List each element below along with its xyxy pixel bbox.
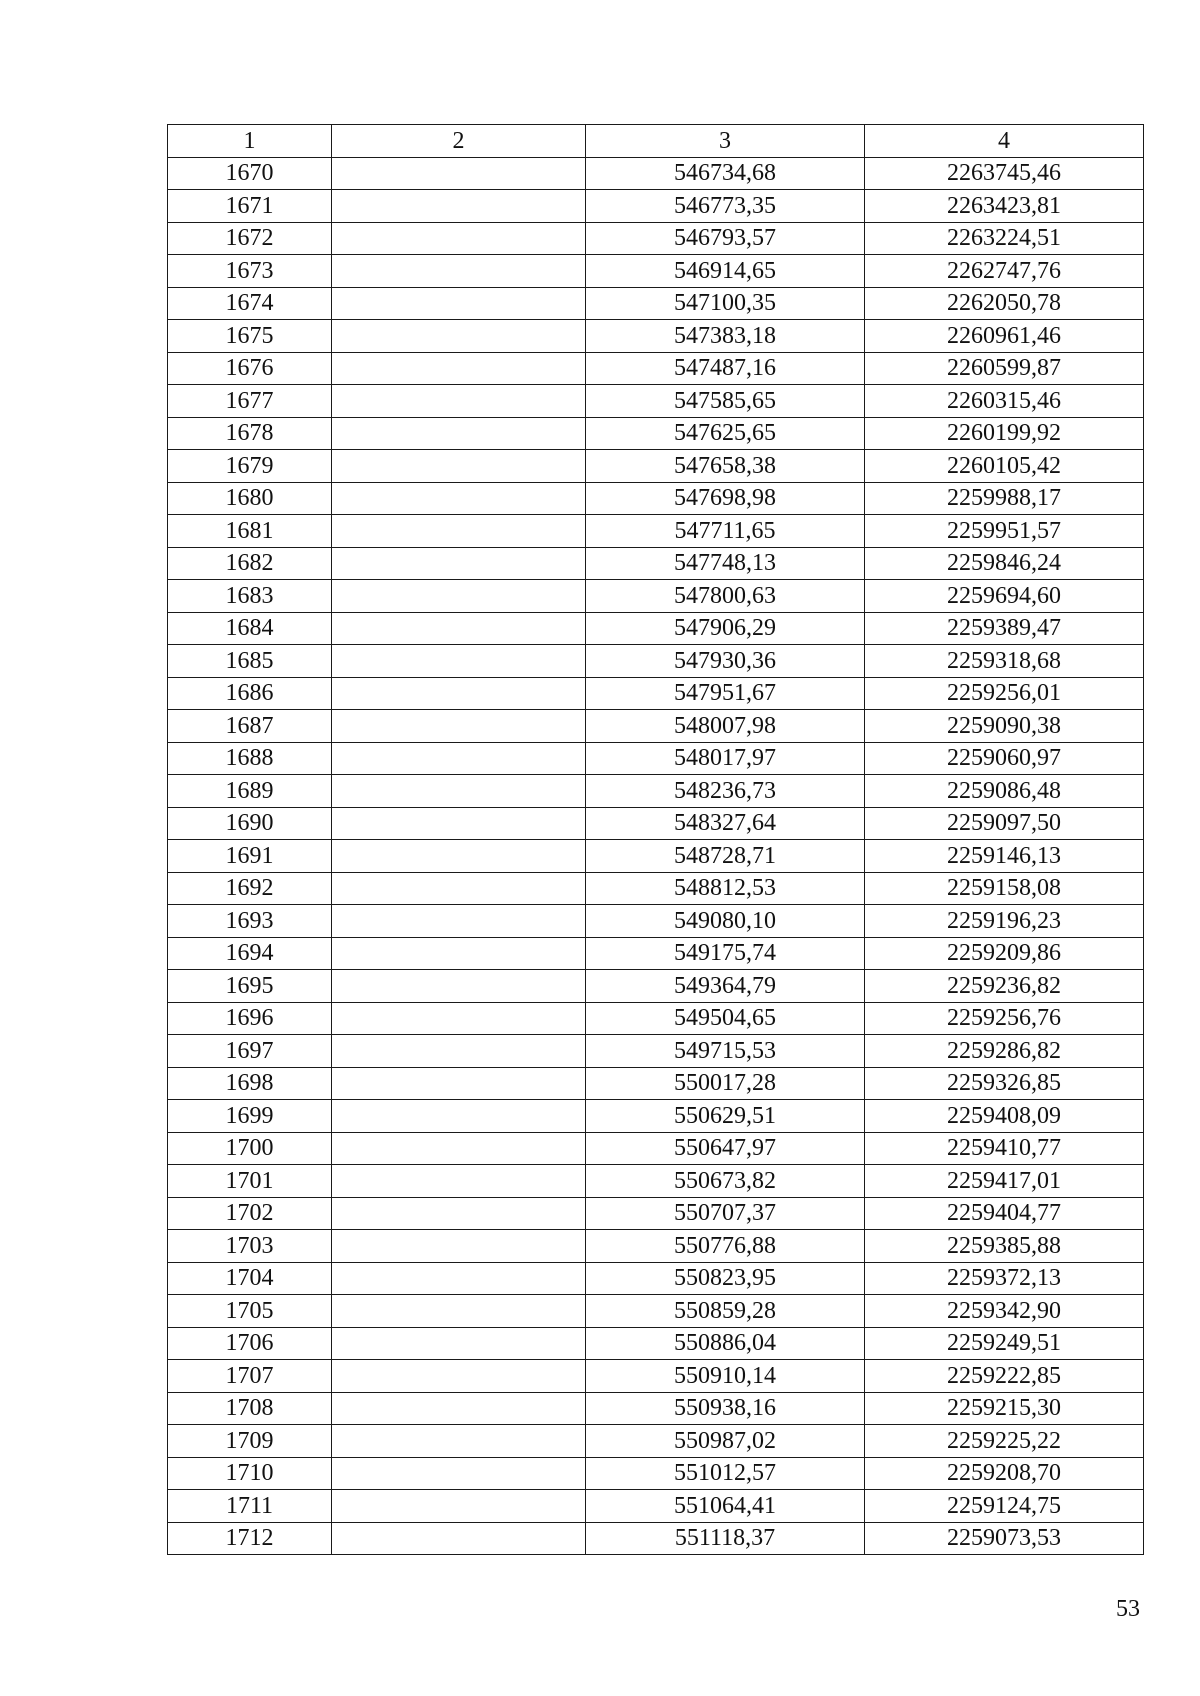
table-cell-col-4: 2262747,76 <box>865 255 1144 288</box>
table-cell-col-3: 550776,88 <box>586 1230 865 1263</box>
column-header-1: 1 <box>168 125 332 158</box>
table-cell-col-3: 551118,37 <box>586 1522 865 1555</box>
table-row <box>168 1490 1144 1523</box>
table-cell-col-2 <box>332 1132 586 1165</box>
table-cell-col-4: 2259404,77 <box>865 1197 1144 1230</box>
table-cell-col-2 <box>332 352 586 385</box>
table-cell-col-3: 548728,71 <box>586 840 865 873</box>
table-row <box>168 710 1144 743</box>
table-cell-col-4: 2259215,30 <box>865 1392 1144 1425</box>
table-cell-col-4: 2259988,17 <box>865 482 1144 515</box>
table-cell-col-1: 1705 <box>168 1295 332 1328</box>
table-row <box>168 742 1144 775</box>
table-cell-col-4: 2259410,77 <box>865 1132 1144 1165</box>
table-row <box>168 807 1144 840</box>
table-cell-col-1: 1678 <box>168 417 332 450</box>
table-cell-col-3: 550629,51 <box>586 1100 865 1133</box>
table-cell-col-3: 547951,67 <box>586 677 865 710</box>
table-cell-col-1: 1671 <box>168 190 332 223</box>
table-cell-col-2 <box>332 580 586 613</box>
table-cell-col-4: 2259124,75 <box>865 1490 1144 1523</box>
table-cell-col-3: 549364,79 <box>586 970 865 1003</box>
table-cell-col-2 <box>332 710 586 743</box>
table-row <box>168 1522 1144 1555</box>
table-cell-col-1: 1677 <box>168 385 332 418</box>
table-cell-col-1: 1694 <box>168 937 332 970</box>
table-cell-col-4: 2259372,13 <box>865 1262 1144 1295</box>
table-cell-col-3: 546773,35 <box>586 190 865 223</box>
table-cell-col-3: 547748,13 <box>586 547 865 580</box>
table-cell-col-1: 1693 <box>168 905 332 938</box>
table-cell-col-4: 2259196,23 <box>865 905 1144 938</box>
table-row <box>168 840 1144 873</box>
table-cell-col-2 <box>332 320 586 353</box>
table-cell-col-1: 1702 <box>168 1197 332 1230</box>
table-cell-col-3: 550707,37 <box>586 1197 865 1230</box>
table-row <box>168 320 1144 353</box>
table-cell-col-4: 2259326,85 <box>865 1067 1144 1100</box>
table-cell-col-3: 548812,53 <box>586 872 865 905</box>
table-cell-col-3: 548017,97 <box>586 742 865 775</box>
table-cell-col-1: 1711 <box>168 1490 332 1523</box>
table-cell-col-1: 1672 <box>168 222 332 255</box>
table-cell-col-4: 2259249,51 <box>865 1327 1144 1360</box>
table-cell-col-3: 550987,02 <box>586 1425 865 1458</box>
table-cell-col-3: 547800,63 <box>586 580 865 613</box>
table-cell-col-1: 1691 <box>168 840 332 873</box>
table-cell-col-3: 551064,41 <box>586 1490 865 1523</box>
table-cell-col-1: 1674 <box>168 287 332 320</box>
table-cell-col-3: 547930,36 <box>586 645 865 678</box>
table-row <box>168 385 1144 418</box>
table-cell-col-4: 2260315,46 <box>865 385 1144 418</box>
table-cell-col-1: 1679 <box>168 450 332 483</box>
table-row <box>168 1035 1144 1068</box>
table-cell-col-4: 2263423,81 <box>865 190 1144 223</box>
table-cell-col-1: 1680 <box>168 482 332 515</box>
table-cell-col-4: 2259146,13 <box>865 840 1144 873</box>
table-cell-col-1: 1692 <box>168 872 332 905</box>
table-cell-col-3: 551012,57 <box>586 1457 865 1490</box>
table-cell-col-4: 2259158,08 <box>865 872 1144 905</box>
table-cell-col-3: 550673,82 <box>586 1165 865 1198</box>
table-cell-col-1: 1708 <box>168 1392 332 1425</box>
coordinates-table <box>167 124 1144 1555</box>
table-cell-col-3: 547585,65 <box>586 385 865 418</box>
table-row <box>168 417 1144 450</box>
table-cell-col-1: 1685 <box>168 645 332 678</box>
table-cell-col-1: 1700 <box>168 1132 332 1165</box>
table-row <box>168 450 1144 483</box>
table-row <box>168 905 1144 938</box>
table-row <box>168 580 1144 613</box>
table-cell-col-1: 1684 <box>168 612 332 645</box>
table-row <box>168 547 1144 580</box>
table-cell-col-2 <box>332 937 586 970</box>
table-row <box>168 1132 1144 1165</box>
table-cell-col-1: 1687 <box>168 710 332 743</box>
table-row <box>168 1002 1144 1035</box>
table-row <box>168 1262 1144 1295</box>
table-cell-col-4: 2259951,57 <box>865 515 1144 548</box>
table-cell-col-3: 550886,04 <box>586 1327 865 1360</box>
table-cell-col-3: 547100,35 <box>586 287 865 320</box>
table-cell-col-3: 550910,14 <box>586 1360 865 1393</box>
table-row <box>168 1425 1144 1458</box>
table-cell-col-4: 2260105,42 <box>865 450 1144 483</box>
table-row <box>168 515 1144 548</box>
table-cell-col-2 <box>332 450 586 483</box>
table-cell-col-1: 1683 <box>168 580 332 613</box>
table-cell-col-3: 548327,64 <box>586 807 865 840</box>
table-cell-col-3: 547625,65 <box>586 417 865 450</box>
table-cell-col-2 <box>332 255 586 288</box>
table-cell-col-3: 547906,29 <box>586 612 865 645</box>
table-cell-col-1: 1704 <box>168 1262 332 1295</box>
table-cell-col-2 <box>332 157 586 190</box>
table-cell-col-2 <box>332 547 586 580</box>
table-cell-col-2 <box>332 1002 586 1035</box>
table-cell-col-4: 2259086,48 <box>865 775 1144 808</box>
table-cell-col-1: 1707 <box>168 1360 332 1393</box>
table-header-row <box>168 125 1144 158</box>
table-cell-col-2 <box>332 385 586 418</box>
table-cell-col-3: 549715,53 <box>586 1035 865 1068</box>
table-cell-col-4: 2259097,50 <box>865 807 1144 840</box>
table-cell-col-2 <box>332 190 586 223</box>
table-cell-col-1: 1696 <box>168 1002 332 1035</box>
table-cell-col-4: 2259208,70 <box>865 1457 1144 1490</box>
table-cell-col-2 <box>332 482 586 515</box>
table-cell-col-2 <box>332 970 586 1003</box>
table-cell-col-2 <box>332 1522 586 1555</box>
table-cell-col-3: 550017,28 <box>586 1067 865 1100</box>
table-cell-col-4: 2259256,76 <box>865 1002 1144 1035</box>
table-row <box>168 612 1144 645</box>
table-cell-col-3: 548007,98 <box>586 710 865 743</box>
table-cell-col-1: 1681 <box>168 515 332 548</box>
table-cell-col-3: 547383,18 <box>586 320 865 353</box>
table-cell-col-4: 2259408,09 <box>865 1100 1144 1133</box>
table-cell-col-2 <box>332 905 586 938</box>
table-row <box>168 222 1144 255</box>
table-cell-col-4: 2259073,53 <box>865 1522 1144 1555</box>
table-row <box>168 287 1144 320</box>
table-cell-col-2 <box>332 677 586 710</box>
table-cell-col-1: 1710 <box>168 1457 332 1490</box>
table-cell-col-1: 1695 <box>168 970 332 1003</box>
table-row <box>168 255 1144 288</box>
table-cell-col-3: 549504,65 <box>586 1002 865 1035</box>
table-row <box>168 157 1144 190</box>
table-cell-col-2 <box>332 1457 586 1490</box>
table-cell-col-4: 2259389,47 <box>865 612 1144 645</box>
table-cell-col-4: 2263745,46 <box>865 157 1144 190</box>
table-cell-col-4: 2259694,60 <box>865 580 1144 613</box>
column-header-2: 2 <box>332 125 586 158</box>
table-cell-col-4: 2263224,51 <box>865 222 1144 255</box>
table-cell-col-4: 2260199,92 <box>865 417 1144 450</box>
table-cell-col-1: 1706 <box>168 1327 332 1360</box>
table-cell-col-2 <box>332 1295 586 1328</box>
table-cell-col-2 <box>332 1392 586 1425</box>
table-cell-col-3: 550938,16 <box>586 1392 865 1425</box>
table-cell-col-4: 2259256,01 <box>865 677 1144 710</box>
table-cell-col-3: 547711,65 <box>586 515 865 548</box>
table-cell-col-2 <box>332 1100 586 1133</box>
table-cell-col-2 <box>332 1035 586 1068</box>
table-row <box>168 1067 1144 1100</box>
table-row <box>168 1230 1144 1263</box>
table-cell-col-1: 1675 <box>168 320 332 353</box>
table-cell-col-2 <box>332 807 586 840</box>
table-cell-col-4: 2259318,68 <box>865 645 1144 678</box>
table-row <box>168 482 1144 515</box>
table-cell-col-1: 1712 <box>168 1522 332 1555</box>
table-body <box>168 157 1144 1555</box>
table-cell-col-2 <box>332 1360 586 1393</box>
table-cell-col-4: 2259090,38 <box>865 710 1144 743</box>
table-cell-col-2 <box>332 222 586 255</box>
table-cell-col-2 <box>332 417 586 450</box>
table-cell-col-1: 1688 <box>168 742 332 775</box>
table-cell-col-3: 547698,98 <box>586 482 865 515</box>
table-cell-col-2 <box>332 1490 586 1523</box>
table-cell-col-3: 550823,95 <box>586 1262 865 1295</box>
table-cell-col-1: 1689 <box>168 775 332 808</box>
table-row <box>168 190 1144 223</box>
table-cell-col-1: 1686 <box>168 677 332 710</box>
table-cell-col-3: 547487,16 <box>586 352 865 385</box>
table-cell-col-1: 1690 <box>168 807 332 840</box>
table-cell-col-4: 2259385,88 <box>865 1230 1144 1263</box>
table-cell-col-1: 1682 <box>168 547 332 580</box>
table-cell-col-4: 2260599,87 <box>865 352 1144 385</box>
table-row <box>168 1197 1144 1230</box>
table-cell-col-4: 2259342,90 <box>865 1295 1144 1328</box>
table-row <box>168 352 1144 385</box>
table-cell-col-1: 1673 <box>168 255 332 288</box>
table-cell-col-3: 546914,65 <box>586 255 865 288</box>
table-cell-col-2 <box>332 1425 586 1458</box>
table-row <box>168 775 1144 808</box>
table-cell-col-2 <box>332 1067 586 1100</box>
table-cell-col-4: 2259846,24 <box>865 547 1144 580</box>
table-cell-col-1: 1703 <box>168 1230 332 1263</box>
table-row <box>168 937 1144 970</box>
page-number: 53 <box>1116 1596 1140 1622</box>
column-header-4: 4 <box>865 125 1144 158</box>
table-cell-col-2 <box>332 840 586 873</box>
table-cell-col-2 <box>332 1197 586 1230</box>
table-cell-col-4: 2259060,97 <box>865 742 1144 775</box>
table-cell-col-2 <box>332 872 586 905</box>
table-cell-col-3: 547658,38 <box>586 450 865 483</box>
table-row <box>168 1457 1144 1490</box>
table-row <box>168 1327 1144 1360</box>
table-row <box>168 1165 1144 1198</box>
table-cell-col-2 <box>332 1230 586 1263</box>
table-cell-col-2 <box>332 775 586 808</box>
table-cell-col-4: 2259417,01 <box>865 1165 1144 1198</box>
table-cell-col-2 <box>332 287 586 320</box>
table-cell-col-1: 1701 <box>168 1165 332 1198</box>
column-header-3: 3 <box>586 125 865 158</box>
table-cell-col-3: 549175,74 <box>586 937 865 970</box>
table-cell-col-1: 1697 <box>168 1035 332 1068</box>
table-cell-col-4: 2259286,82 <box>865 1035 1144 1068</box>
table-cell-col-3: 546734,68 <box>586 157 865 190</box>
table-cell-col-3: 550859,28 <box>586 1295 865 1328</box>
table-cell-col-2 <box>332 1262 586 1295</box>
table-row <box>168 677 1144 710</box>
table-cell-col-4: 2259225,22 <box>865 1425 1144 1458</box>
table-cell-col-3: 546793,57 <box>586 222 865 255</box>
table-cell-col-2 <box>332 612 586 645</box>
table-cell-col-4: 2260961,46 <box>865 320 1144 353</box>
table-cell-col-2 <box>332 515 586 548</box>
table-cell-col-2 <box>332 1327 586 1360</box>
table-row <box>168 1295 1144 1328</box>
table-cell-col-4: 2259222,85 <box>865 1360 1144 1393</box>
table-cell-col-1: 1676 <box>168 352 332 385</box>
table-cell-col-1: 1670 <box>168 157 332 190</box>
table-row <box>168 970 1144 1003</box>
table-cell-col-1: 1699 <box>168 1100 332 1133</box>
table-cell-col-3: 549080,10 <box>586 905 865 938</box>
table-cell-col-4: 2259209,86 <box>865 937 1144 970</box>
table-row <box>168 872 1144 905</box>
table-cell-col-4: 2262050,78 <box>865 287 1144 320</box>
table-cell-col-2 <box>332 645 586 678</box>
table-cell-col-3: 548236,73 <box>586 775 865 808</box>
table-row <box>168 1100 1144 1133</box>
table-cell-col-2 <box>332 1165 586 1198</box>
table-cell-col-1: 1698 <box>168 1067 332 1100</box>
table-row <box>168 645 1144 678</box>
table-cell-col-2 <box>332 742 586 775</box>
table-cell-col-1: 1709 <box>168 1425 332 1458</box>
table-row <box>168 1360 1144 1393</box>
table-cell-col-3: 550647,97 <box>586 1132 865 1165</box>
table-row <box>168 1392 1144 1425</box>
table-cell-col-4: 2259236,82 <box>865 970 1144 1003</box>
